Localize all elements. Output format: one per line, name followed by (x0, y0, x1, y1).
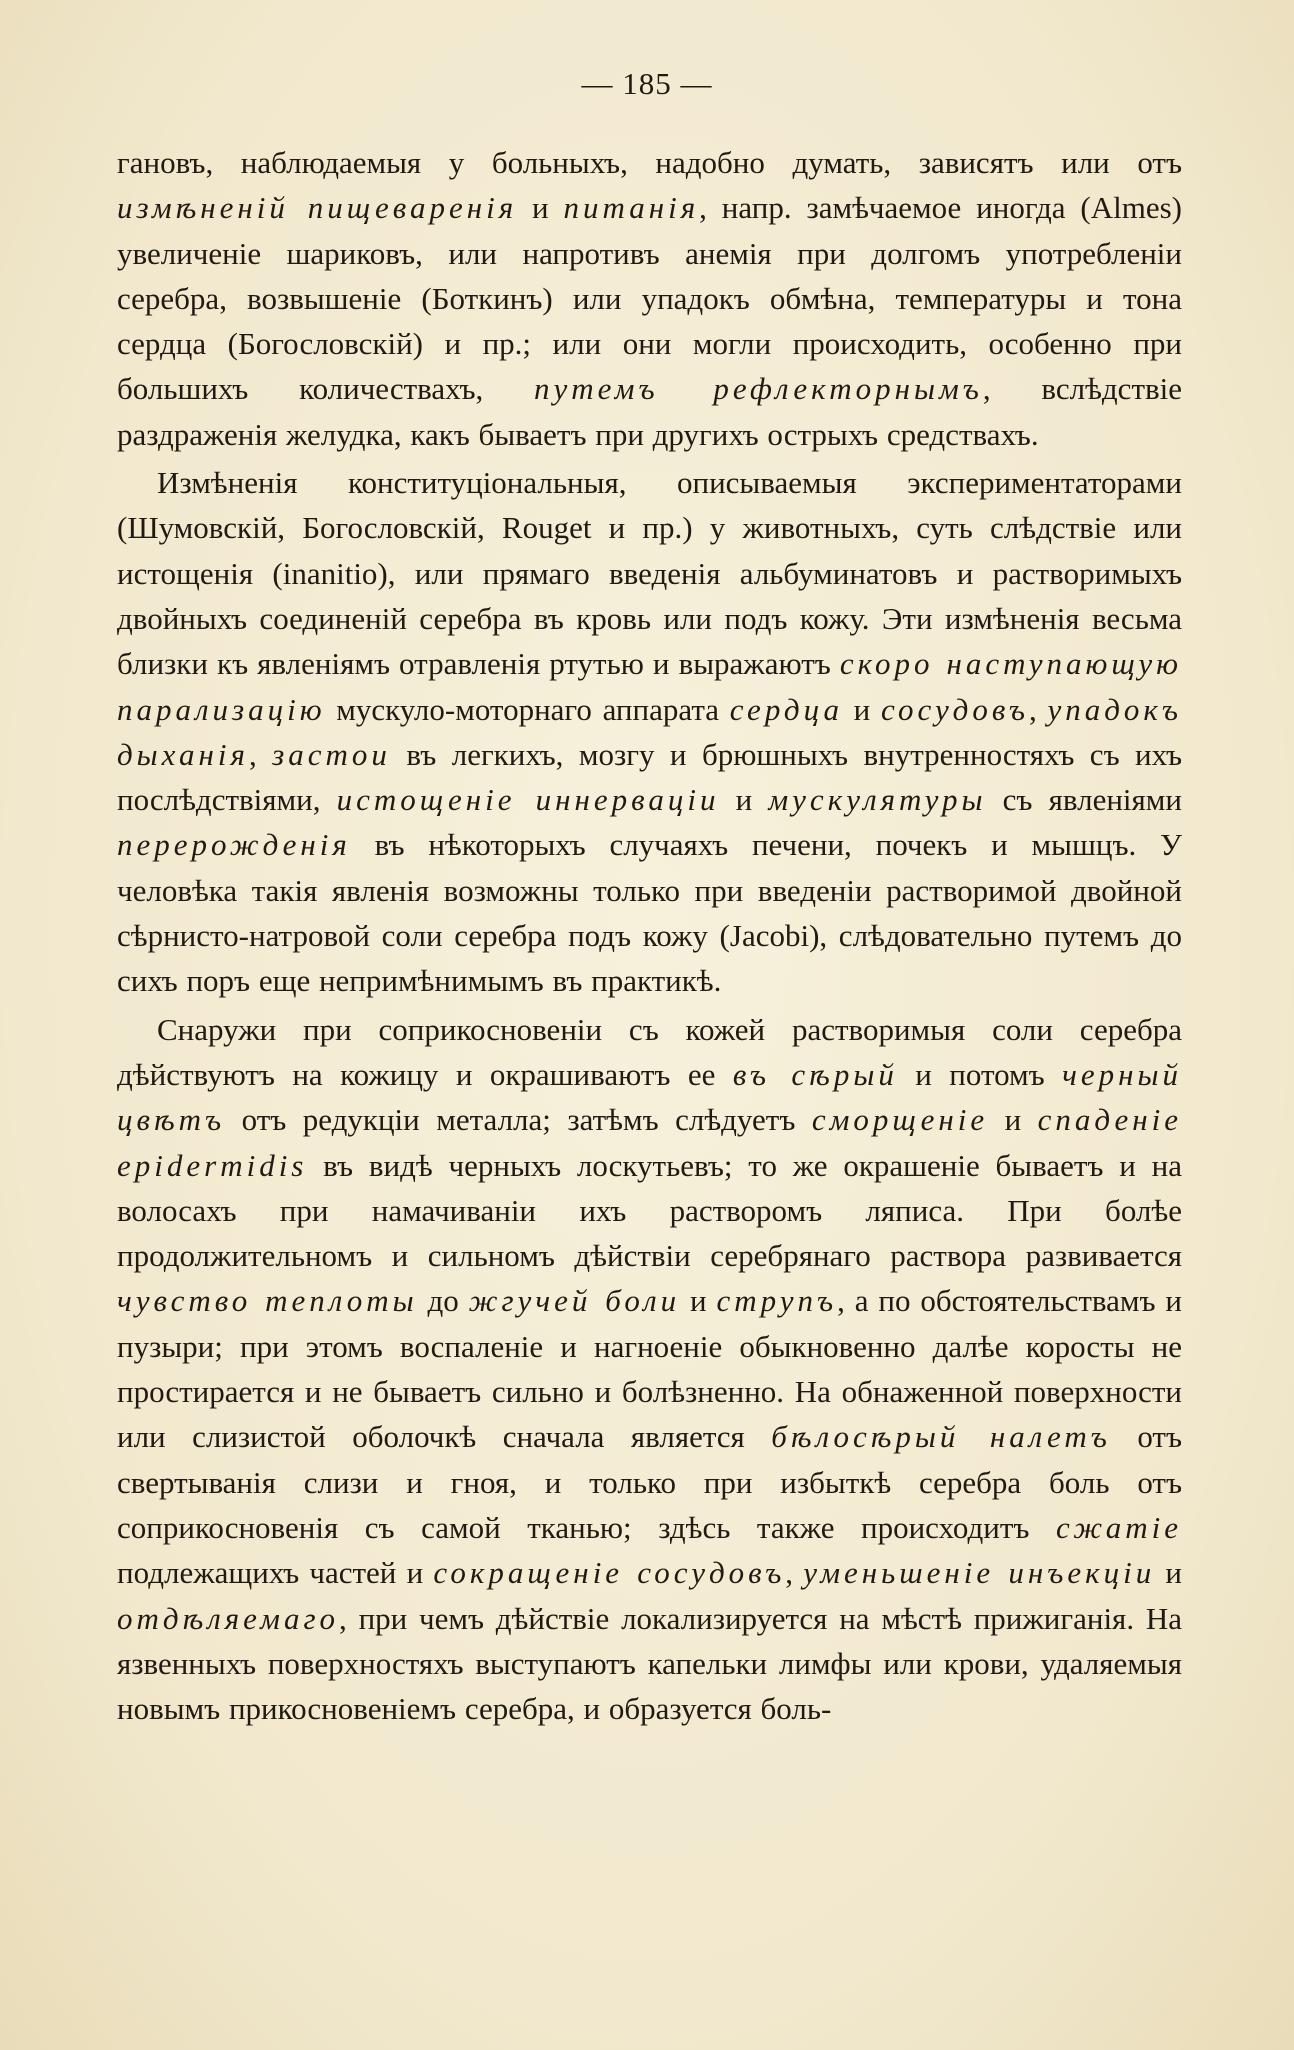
emphasis-text: застои (272, 736, 391, 772)
emphasis-text: сокращеніе сосудовъ (433, 1555, 786, 1591)
body-text: , (785, 1555, 804, 1591)
body-text: до (417, 1283, 469, 1319)
emphasis-text: питанія (563, 190, 700, 226)
emphasis-text: упадокъ дыханія (117, 691, 1182, 772)
body-text: и (1155, 1555, 1183, 1591)
body-text: гановъ, наблюдаемыя у больныхъ, надобно думать, зависятъ или отъ (117, 145, 1182, 180)
paragraph-2 (117, 460, 1182, 1004)
body-text: Снаружи при соприкосновеніи съ кожей растворимыя соли серебра дѣйствуютъ на кожицу и окрашиваютъ ее (117, 1011, 1182, 1092)
text-body (117, 140, 1182, 1731)
emphasis-text: отдѣляемаго (117, 1600, 340, 1636)
emphasis-text: чувство теплоты (117, 1283, 418, 1319)
emphasis-text: струпъ (716, 1283, 838, 1319)
emphasis-text: скоро наступающую парализацію (117, 646, 1182, 727)
emphasis-text: жгучей боли (468, 1283, 681, 1319)
body-text: , (248, 736, 273, 772)
emphasis-text: измѣненій пищеваренія (117, 190, 518, 226)
body-text: въ нѣкоторыхъ случаяхъ печени, почекъ и мышцъ. У человѣка такія явленія возможны только при введеніи растворимой двойной сѣрнисто-натровой соли серебра подъ кожу (Jacobi), слѣдовательно путемъ до сихъ поръ еще непримѣнимымъ въ практикѣ. (117, 827, 1182, 999)
emphasis-text: мускулятуры (768, 782, 987, 818)
paragraph-1 (117, 140, 1182, 457)
emphasis-text: сердца (729, 691, 843, 727)
emphasis-text: уменьшеніе инъекціи (803, 1555, 1156, 1591)
emphasis-text: перерожденія (117, 827, 351, 863)
emphasis-text: спаденіе epidermidis (117, 1102, 1183, 1183)
emphasis-text: сморщеніе (811, 1102, 989, 1138)
body-text: , напр. замѣчаемое иногда (Almes) увеличеніе шариковъ, или напротивъ анемія при долгомъ употребленіи серебра, возвышеніе (Боткинъ) или упадокъ обмѣна, температуры и тона сердца (Богословскій) и пр.; или они могли происходить, особенно при большихъ количествахъ, (117, 190, 1182, 407)
body-text: въ легкихъ, мозгу и брюшныхъ внутренностяхъ съ ихъ послѣдствіями, (117, 736, 1182, 818)
body-text: и (842, 691, 881, 727)
body-text: Измѣненія конституціональныя, описываемыя экспериментаторами (Шумовскій, Богословскій, Rouget и пр.) у животныхъ, суть слѣдствіе или истощенія (inanitio), или прямаго введенія альбуминатовъ и растворимыхъ двойныхъ соединеній серебра въ кровь или подъ кожу. Эти измѣненія весьма близки къ явленіямъ отравленія ртутью и выражаютъ (117, 465, 1182, 682)
body-text: , а по обстоятельствамъ и пузыри; при этомъ воспаленіе и нагноеніе обыкновенно далѣе коросты не простирается и не бываетъ сильно и болѣзненно. На обнаженной поверхности или слизистой оболочкѣ сначала является (117, 1283, 1182, 1455)
body-text: отъ редукціи металла; затѣмъ слѣдуетъ (225, 1102, 812, 1138)
body-text: и (517, 190, 564, 226)
body-text: мускуло-моторнаго аппарата (325, 691, 730, 727)
body-text: съ явленіями (986, 782, 1182, 818)
page-number: — 185 — (581, 66, 713, 101)
emphasis-text: путемъ рефлекторнымъ (534, 371, 983, 407)
emphasis-text: сосудовъ (880, 691, 1029, 727)
emphasis-text: бѣлосѣрый налетъ (771, 1419, 1111, 1455)
body-text: и потомъ (897, 1056, 1063, 1092)
emphasis-text: черный цвѣтъ (117, 1056, 1182, 1138)
emphasis-text: сжатіе (1055, 1509, 1182, 1545)
emphasis-text: истощеніе иннерваціи (336, 782, 720, 818)
body-text: въ видѣ черныхъ лоскутьевъ; то же окрашеніе бываетъ и на волосахъ при намачиваніи ихъ растворомъ ляписа. При болѣе продолжительномъ и сильномъ дѣйствіи серебрянаго раствора развивается (117, 1147, 1182, 1274)
body-text: и (719, 782, 769, 818)
body-text: , вслѣдствіе раздраженія желудка, какъ бываетъ при другихъ острыхъ средствахъ. (117, 371, 1182, 452)
body-text: , (1029, 691, 1048, 727)
body-text: отъ свертыванія слизи и гноя, и только при избыткѣ серебра боль отъ соприкосновенія съ самой тканью; здѣсь также происходитъ (117, 1419, 1182, 1545)
paragraph-3 (117, 1007, 1182, 1732)
body-text: и (988, 1102, 1038, 1138)
emphasis-text: въ сѣрый (732, 1056, 898, 1092)
body-text: , при чемъ дѣйствіе локализируется на мѣстѣ прижиганія. На язвенныхъ поверхностяхъ выступаютъ капельки лимфы или крови, удаляемыя новымъ прикосновеніемъ серебра, и образуется боль- (117, 1600, 1182, 1727)
body-text: и (680, 1283, 717, 1319)
body-text: подлежащихъ частей и (117, 1555, 434, 1591)
